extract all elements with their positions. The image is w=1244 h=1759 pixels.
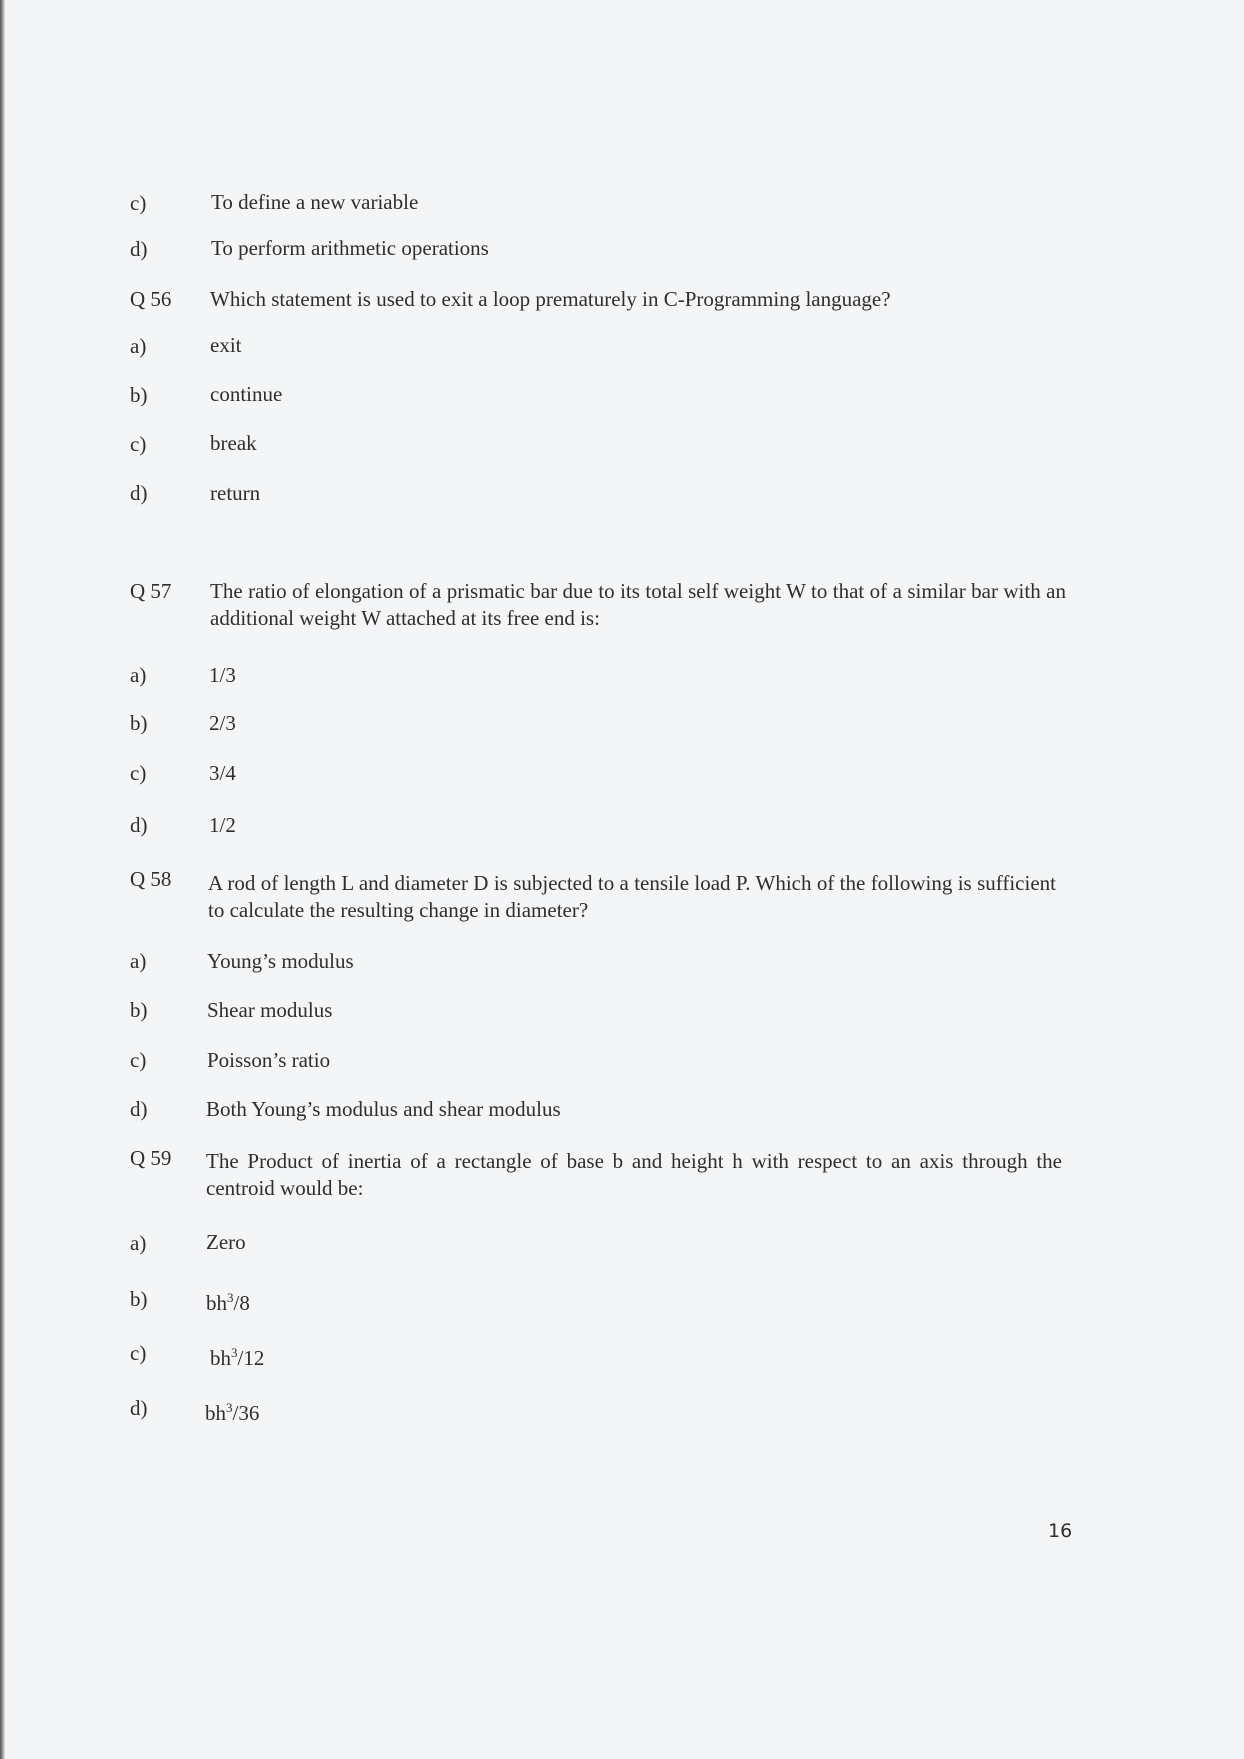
option-text <box>205 1394 259 1427</box>
option-base: bh <box>205 1401 226 1425</box>
question-number: Q 58 <box>130 867 172 891</box>
option-label: c) <box>130 1048 147 1072</box>
option-label: d) <box>130 813 148 837</box>
option-label: d) <box>130 1396 148 1420</box>
option-text: 1/2 <box>209 813 236 837</box>
option-exponent: 3 <box>231 1345 238 1360</box>
question-number: Q 59 <box>130 1146 172 1170</box>
option-exponent: 3 <box>226 1400 233 1415</box>
option-text: Young’s modulus <box>207 949 354 973</box>
option-text: Shear modulus <box>207 998 333 1022</box>
option-text <box>206 1284 250 1317</box>
option-exponent: 3 <box>227 1290 234 1305</box>
option-text: Both Young’s modulus and shear modulus <box>206 1097 561 1121</box>
option-text <box>210 1339 264 1372</box>
option-text: break <box>210 431 257 455</box>
option-label: d) <box>130 1097 148 1121</box>
option-label: a) <box>130 949 147 973</box>
option-label: c) <box>130 761 147 785</box>
option-label: b) <box>130 1287 148 1311</box>
question-text: A rod of length L and diameter D is subjected to a tensile load P. Which of the following is sufficient to calculate the resulting change in diameter? <box>208 871 1056 922</box>
option-label: d) <box>130 481 148 505</box>
option-base: bh <box>206 1291 227 1315</box>
option-label: c) <box>130 1341 147 1365</box>
option-text: return <box>210 481 261 505</box>
option-text: Zero <box>206 1230 246 1254</box>
option-label: b) <box>130 711 148 735</box>
option-label: c) <box>130 432 147 456</box>
option-tail: /8 <box>233 1291 250 1315</box>
question-number: Q 56 <box>130 287 172 311</box>
page-number: 16 <box>1048 1520 1073 1542</box>
option-text: 2/3 <box>209 711 236 735</box>
option-text: 3/4 <box>209 761 236 785</box>
option-tail: /36 <box>232 1401 260 1425</box>
option-text: Poisson’s ratio <box>207 1048 331 1072</box>
option-label: a) <box>130 334 147 358</box>
option-label: b) <box>130 998 148 1022</box>
option-tail: /12 <box>237 1346 265 1370</box>
option-text: 1/3 <box>209 663 236 687</box>
option-label: c) <box>130 191 147 215</box>
option-text: To perform arithmetic operations <box>211 236 489 260</box>
option-label: d) <box>130 237 148 261</box>
option-text: To define a new variable <box>211 190 419 214</box>
scan-edge <box>0 0 5 1759</box>
option-label: a) <box>130 663 147 687</box>
option-label: a) <box>130 1231 147 1255</box>
option-label: b) <box>130 383 148 407</box>
question-text: The ratio of elongation of a prismatic bar due to its total self weight W to that of a similar bar with an additional weight W attached at its free end is: <box>210 579 1066 630</box>
option-text: continue <box>210 382 283 406</box>
question-text: The Product of inertia of a rectangle of base b and height h with respect to an axis through the centroid would be: <box>206 1149 1062 1200</box>
option-base: bh <box>210 1346 231 1370</box>
question-text: Which statement is used to exit a loop prematurely in C-Programming language? <box>210 287 891 311</box>
question-number: Q 57 <box>130 579 172 603</box>
option-text: exit <box>210 333 242 357</box>
